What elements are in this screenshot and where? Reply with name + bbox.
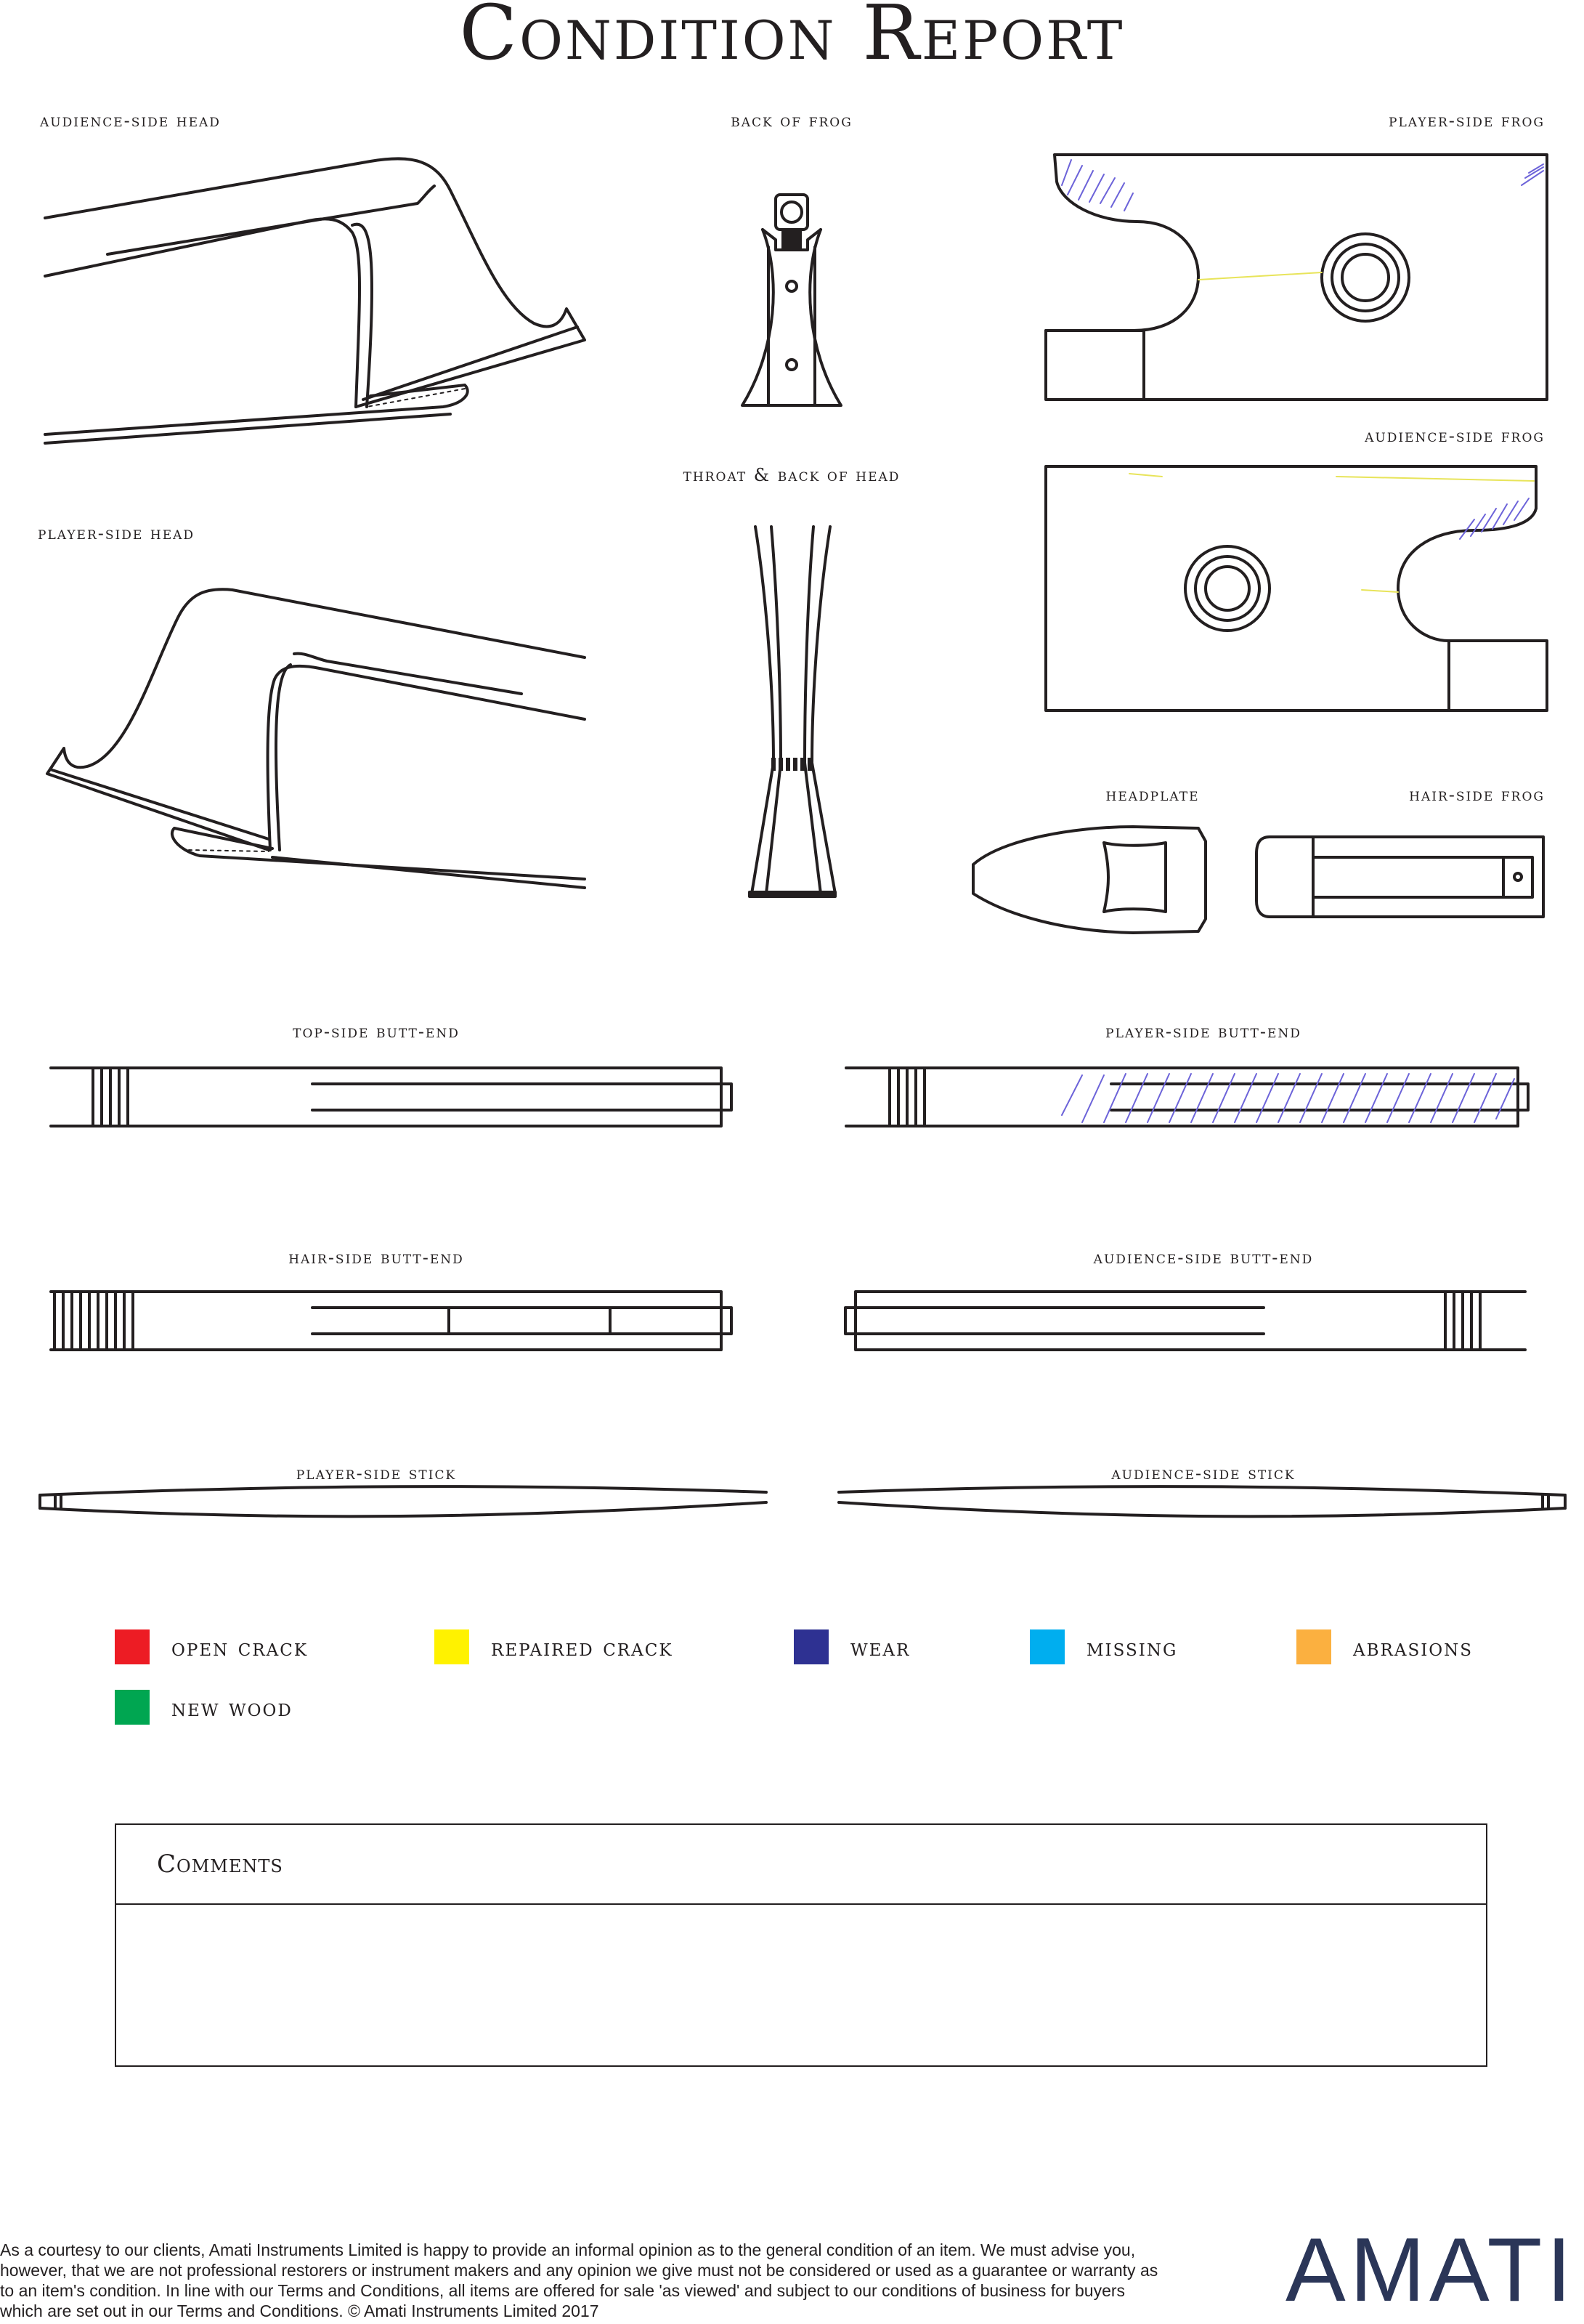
label-audience-side-head: audience-side head [40,110,221,131]
legend-item-abrasions [1296,1629,1473,1664]
label-headplate: headplate [1105,785,1200,805]
legend-label: missing [1087,1632,1178,1661]
player-side-head-drawing [47,589,585,888]
disclaimer-text: As a courtesy to our clients, Amati Instruments Limited is happy to provide an informal opinion as to the general condition of an item. We must advise you, however, that we are not professional restorers or instrument makers and any opinion we give must not be considered or used as a guarantee or warranty as to an item's condition. In line with our Terms and Conditions, all items are offered for sale 'as viewed' and subject to our conditions of business for buyers which are set out in our Terms and Conditions. © Amati Instruments Limited 2017 [0,2240,1158,2320]
legend-swatch-orange [1296,1629,1331,1664]
legend-item-repaired-crack [434,1629,673,1664]
legend-item-missing [1030,1629,1177,1664]
legend-swatch-green [115,1690,150,1725]
amati-logo: AMATI [1286,2220,1576,2320]
legend-item-new-wood [115,1690,293,1725]
label-hair-side-frog: hair-side frog [1409,785,1545,805]
legend-swatch-cyan [1030,1629,1065,1664]
label-audience-side-frog: audience-side frog [1365,426,1545,446]
comments-box [115,1823,1487,2067]
hair-side-butt-end-drawing [51,1292,731,1350]
player-side-stick-drawing [40,1486,766,1516]
comments-title: Comments [157,1850,283,1879]
audience-side-frog-drawing [1046,466,1547,710]
label-throat-back-of-head: throat & back of head [683,465,901,485]
legend-label: wear [850,1632,911,1661]
audience-side-stick-drawing [839,1486,1565,1516]
headplate-drawing [973,827,1206,933]
back-of-frog-drawing [742,195,841,405]
label-audience-side-butt-end: audience-side butt-end [1093,1247,1314,1268]
label-hair-side-butt-end: hair-side butt-end [288,1247,464,1268]
legend-item-open-crack [115,1629,308,1664]
comments-body[interactable] [116,1905,1486,2065]
comments-header [116,1825,1486,1905]
legend-swatch-yellow [434,1629,469,1664]
label-back-of-frog: back of frog [731,110,853,131]
legend-label: open crack [171,1632,309,1661]
legend-swatch-red [115,1629,150,1664]
label-player-side-frog: player-side frog [1389,110,1545,131]
label-player-side-stick: player-side stick [296,1463,457,1483]
legend-label: abrasions [1353,1632,1474,1661]
label-player-side-head: player-side head [38,523,195,543]
audience-side-butt-end-drawing [845,1292,1525,1350]
page-title: Condition Report [459,0,1125,77]
label-audience-side-stick: audience-side stick [1111,1463,1296,1483]
legend-swatch-navy [794,1629,829,1664]
throat-back-of-head-drawing [750,527,835,896]
top-side-butt-end-drawing [51,1068,731,1126]
legend-label: repaired crack [491,1632,673,1661]
hair-side-frog-drawing [1256,837,1543,917]
legend-label: new wood [171,1693,293,1722]
player-side-butt-end-drawing [846,1068,1528,1126]
player-side-frog-drawing [1046,155,1547,400]
legend-item-wear [794,1629,910,1664]
label-top-side-butt-end: top-side butt-end [293,1021,460,1042]
audience-side-head-drawing [45,158,585,443]
label-player-side-butt-end: player-side butt-end [1105,1021,1301,1042]
